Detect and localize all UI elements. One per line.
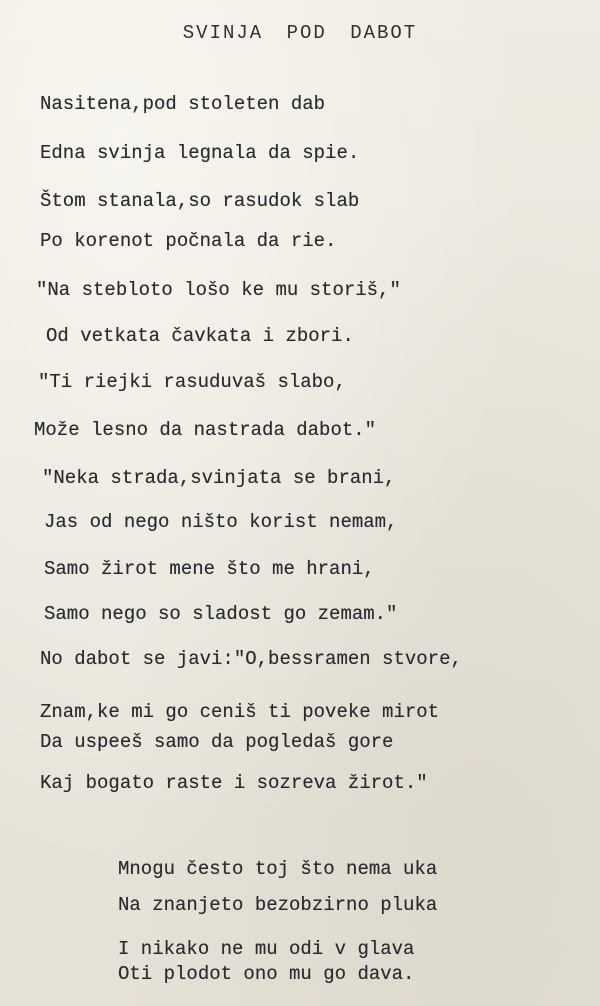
moral-line: Na znanjeto bezobzirno pluka bbox=[118, 894, 438, 916]
poem-line: Može lesno da nastrada dabot." bbox=[34, 419, 377, 441]
poem-line: Od vetkata čavkata i zbori. bbox=[46, 325, 354, 347]
poem-line: Jas od nego ništo korist nemam, bbox=[44, 511, 398, 533]
poem-title: SVINJA POD DABOT bbox=[182, 22, 418, 44]
poem-line: Da uspeeš samo da pogledaš gore bbox=[40, 731, 394, 753]
poem-line: "Neka strada,svinjata se brani, bbox=[42, 467, 396, 489]
poem-line: Znam,ke mi go ceniš ti poveke mirot bbox=[40, 701, 440, 723]
poem-line: "Na stebloto lošo ke mu storiš," bbox=[36, 279, 401, 301]
poem-line: Samo nego so sladost go zemam." bbox=[44, 603, 398, 625]
moral-line: I nikako ne mu odi v glava bbox=[118, 938, 415, 960]
poem-line: Samo žirot mene što me hrani, bbox=[44, 558, 375, 580]
moral-line: Mnogu često toj što nema uka bbox=[118, 858, 438, 880]
poem-line: Štom stanala,so rasudok slab bbox=[40, 190, 360, 212]
poem-line: Po korenot počnala da rie. bbox=[40, 230, 337, 252]
poem-line: Nasitena,pod stoleten dab bbox=[40, 93, 326, 115]
poem-line: Kaj bogato raste i sozreva žirot." bbox=[40, 772, 428, 794]
moral-line: Oti plodot ono mu go dava. bbox=[118, 963, 415, 985]
poem-line: No dabot se javi:"O,bessramen stvore, bbox=[40, 648, 462, 670]
poem-line: Edna svinja legnala da spie. bbox=[40, 142, 360, 164]
poem-line: "Ti riejki rasuduvaš slabo, bbox=[38, 371, 346, 393]
